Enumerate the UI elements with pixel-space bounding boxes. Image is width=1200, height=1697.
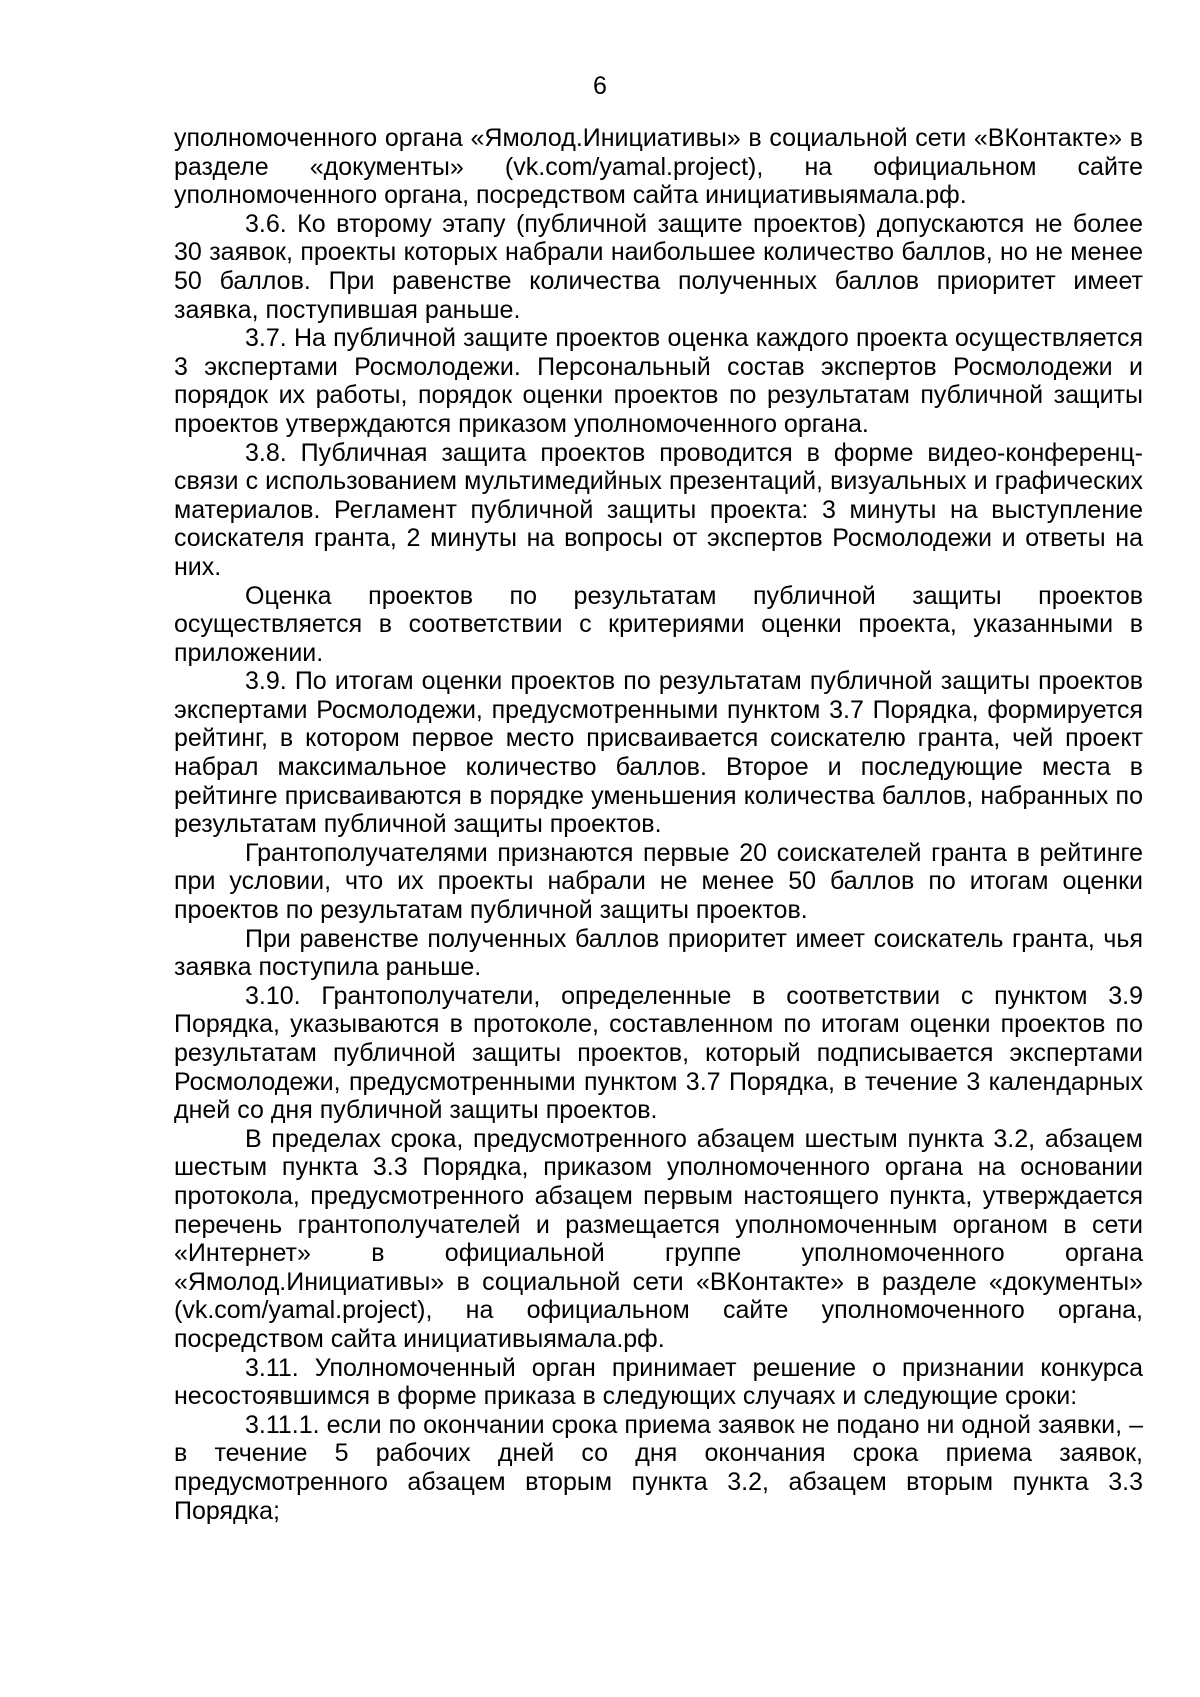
paragraph-3-8: 3.8. Публичная защита проектов проводится в форме видео-конференц-связи с использованием мультимедийных презентаций, визуальных и графических материалов. Регламент публичной защиты проекта: 3 минуты на выступление соискателя гранта, 2 минуты на вопросы от экспертов Росмолодежи и ответы на них.: [174, 438, 1143, 581]
paragraph-3-9: 3.9. По итогам оценки проектов по результатам публичной защиты проектов экспертами Росмолодежи, предусмотренными пунктом 3.7 Порядка, формируется рейтинг, в котором первое место присваивается соискателю гранта, чей проект набрал максимальное количество баллов. Второе и последующие места в рейтинге присваиваются в порядке уменьшения количества баллов, набранных по результатам публичной защиты проектов.: [174, 667, 1143, 839]
paragraph-3-11-1: 3.11.1. если по окончании срока приема заявок не подано ни одной заявки, – в течение 5 рабочих дней со дня окончания срока приема заявок, предусмотренного абзацем вторым пункта 3.2, абзацем вторым пункта 3.3 Порядка;: [174, 1410, 1143, 1525]
paragraph-3-11: 3.11. Уполномоченный орган принимает решение о признании конкурса несостоявшимся в форме приказа в следующих случаях и следующие сроки:: [174, 1353, 1143, 1411]
paragraph-3-10: 3.10. Грантополучатели, определенные в соответствии с пунктом 3.9 Порядка, указываются в протоколе, составленном по итогам оценки проектов по результатам публичной защиты проектов, который подписывается экспертами Росмолодежи, предусмотренными пунктом 3.7 Порядка, в течение 3 календарных дней со дня публичной защиты проектов.: [174, 981, 1143, 1125]
paragraph-3-9-tie: При равенстве полученных баллов приоритет имеет соискатель гранта, чья заявка поступила раньше.: [174, 924, 1143, 982]
paragraph-3-9-recipients: Грантополучателями признаются первые 20 соискателей гранта в рейтинге при условии, что их проекты набрали не менее 50 баллов по итогам оценки проектов по результатам публичной защиты проектов.: [174, 838, 1143, 925]
document-body: [174, 124, 1143, 1525]
paragraph-3-7: 3.7. На публичной защите проектов оценка каждого проекта осуществляется 3 экспертами Росмолодежи. Персональный состав экспертов Росмолодежи и порядок их работы, порядок оценки проектов по результатам публичной защиты проектов утверждаются приказом уполномоченного органа.: [174, 324, 1143, 438]
paragraph-3-6: 3.6. Ко второму этапу (публичной защите проектов) допускаются не более 30 заявок, проекты которых набрали наибольшее количество баллов, но не менее 50 баллов. При равенстве количества полученных баллов приоритет имеет заявка, поступившая раньше.: [174, 209, 1143, 324]
paragraph-3-10-list: В пределах срока, предусмотренного абзацем шестым пункта 3.2, абзацем шестым пункта 3.3 Порядка, приказом уполномоченного органа на основании протокола, предусмотренного абзацем первым настоящего пункта, утверждается перечень грантополучателей и размещается уполномоченным органом в сети «Интернет» в официальной группе уполномоченного органа «Ямолод.Инициативы» в социальной сети «ВКонтакте» в разделе «документы» (vk.com/yamal.project), на официальном сайте уполномоченного органа, посредством сайта инициативыямала.рф.: [174, 1124, 1143, 1353]
paragraph-3-8-evaluation: Оценка проектов по результатам публичной защиты проектов осуществляется в соответствии с критериями оценки проекта, указанными в приложении.: [174, 581, 1143, 667]
page-number: 6: [593, 72, 607, 100]
paragraph-continuation: уполномоченного органа «Ямолод.Инициативы» в социальной сети «ВКонтакте» в разделе «документы» (vk.com/yamal.project), на официальном сайте уполномоченного органа, посредством сайта инициативыямала.рф.: [174, 124, 1143, 210]
